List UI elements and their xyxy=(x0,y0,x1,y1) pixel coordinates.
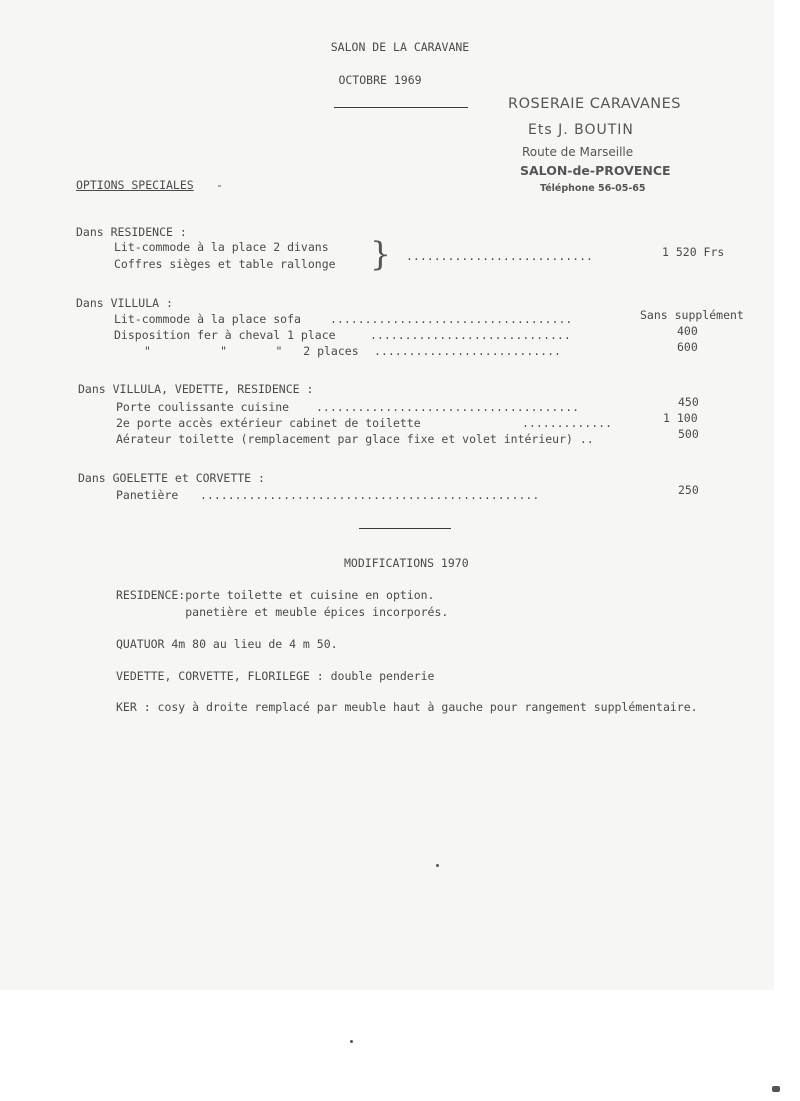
group-heading: Dans VILLULA : xyxy=(76,296,173,310)
modification-line: QUATUOR 4m 80 au lieu de 4 m 50. xyxy=(116,637,338,651)
group-heading: Dans GOELETTE et CORVETTE : xyxy=(78,471,265,485)
item-label: Lit-commode à la place 2 divans xyxy=(114,240,329,254)
item-leader: ................................... xyxy=(330,312,573,326)
item-price: 1 520 Frs xyxy=(662,245,725,259)
item-label: Lit-commode à la place sofa xyxy=(114,312,301,326)
item-price: 450 xyxy=(678,395,699,409)
salon-date: OCTOBRE 1969 xyxy=(338,73,422,87)
options-title-dash: - xyxy=(216,178,223,192)
item-leader: ........................... xyxy=(406,249,593,263)
item-leader: ........................... xyxy=(374,344,561,358)
salon-title: SALON DE LA CARAVANE xyxy=(330,40,470,54)
item-label: 2e porte accès extérieur cabinet de toilette xyxy=(116,416,421,430)
item-label: Panetière xyxy=(116,488,179,502)
item-leader: ............. xyxy=(522,416,613,430)
item-label: Disposition fer à cheval 1 place xyxy=(114,328,336,342)
item-label: Porte coulissante cuisine xyxy=(116,400,290,414)
item-leader: ...................................... xyxy=(316,400,580,414)
stamp-city: SALON-de-PROVENCE xyxy=(520,163,671,178)
options-title: OPTIONS SPECIALES xyxy=(76,178,194,192)
section-rule xyxy=(359,528,451,529)
scan-background xyxy=(0,990,800,1101)
group-heading: Dans VILLULA, VEDETTE, RESIDENCE : xyxy=(78,382,314,396)
modification-line: KER : cosy à droite remplacé par meuble haut à gauche pour rangement supplémentaire. xyxy=(116,700,698,714)
item-leader: ................................................. xyxy=(200,488,540,502)
paper-speck xyxy=(436,864,439,867)
item-price: 250 xyxy=(678,483,699,497)
item-price: 400 xyxy=(677,324,698,338)
modification-line: VEDETTE, CORVETTE, FLORILEGE : double penderie xyxy=(116,669,435,683)
stamp-phone: Téléphone 56-05-65 xyxy=(540,183,646,194)
item-leader: ............................. xyxy=(370,328,571,342)
modification-line: panetière et meuble épices incorporés. xyxy=(116,605,449,619)
stamp-owner: Ets J. BOUTIN xyxy=(528,122,634,138)
item-price: 600 xyxy=(677,340,698,354)
item-price: Sans supplément xyxy=(640,308,744,322)
item-price: 1 100 xyxy=(663,411,698,425)
modifications-title: MODIFICATIONS 1970 xyxy=(344,556,469,570)
stamp-company: ROSERAIE CARAVANES xyxy=(508,96,681,112)
item-label: " " " 2 places xyxy=(144,344,359,358)
item-price: 500 xyxy=(678,427,699,441)
item-label: Coffres sièges et table rallonge xyxy=(114,257,336,271)
scan-mark xyxy=(772,1086,780,1092)
stamp-road: Route de Marseille xyxy=(522,145,634,159)
item-label: Aérateur toilette (remplacement par glace fixe et volet intérieur) .. xyxy=(116,432,594,446)
header-rule xyxy=(334,107,468,108)
group-heading: Dans RESIDENCE : xyxy=(76,225,187,239)
brace-icon: } xyxy=(370,234,391,273)
scan-speck xyxy=(350,1040,353,1043)
modification-line: RESIDENCE:porte toilette et cuisine en option. xyxy=(116,588,435,602)
